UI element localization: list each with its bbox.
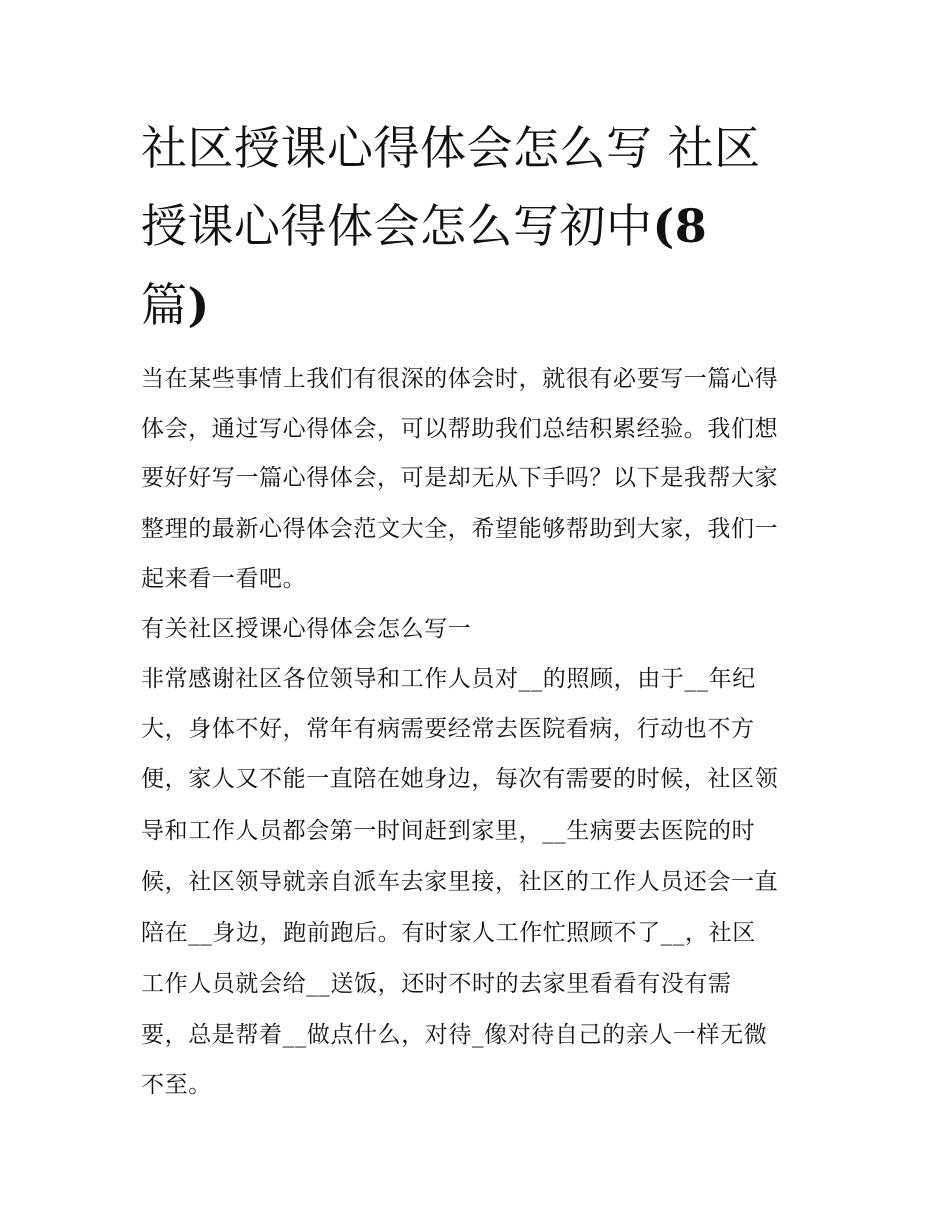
title-text-1: 社区授课心得体会怎么写 社区 (141, 121, 761, 175)
intro-line-1: 当在某些事情上我们有很深的体会时，就很有必要写一篇心得 (141, 366, 779, 392)
title-count-open: (8 (652, 199, 708, 253)
intro-line-3: 要好好写一篇心得体会，可是却无从下手吗？以下是我帮大家 (141, 465, 779, 491)
document-title-line-3 (141, 277, 210, 333)
section-line-1: 非常感谢社区各位领导和工作人员对__的照顾，由于__年纪 (141, 666, 756, 692)
document-title-line-2 (141, 198, 707, 254)
section-line-4: 导和工作人员都会第一时间赶到家里，__生病要去医院的时 (141, 818, 756, 844)
section-line-2: 大，身体不好，常年有病需要经常去医院看病，行动也不方 (141, 716, 755, 742)
intro-line-4: 整理的最新心得体会范文大全，希望能够帮助到大家，我们一 (141, 516, 779, 542)
title-text-2: 授课心得体会怎么写初中 (141, 199, 653, 253)
title-count-close: ) (187, 278, 210, 332)
title-text-3: 篇 (141, 278, 188, 332)
intro-line-5: 起来看一看吧。 (141, 566, 307, 592)
document-title-line-1 (141, 120, 761, 176)
section-line-3: 便，家人又不能一直陪在她身边，每次有需要的时候，社区领 (141, 766, 779, 792)
intro-line-2: 体会，通过写心得体会，可以帮助我们总结积累经验。我们想 (141, 416, 779, 442)
section-line-9: 不至。 (141, 1072, 212, 1098)
section-line-6: 陪在__身边，跑前跑后。有时家人工作忙照顾不了__，社区 (141, 920, 756, 946)
section-line-5: 候，社区领导就亲自派车去家里接，社区的工作人员还会一直 (141, 869, 779, 895)
section-heading: 有关社区授课心得体会怎么写一 (141, 616, 472, 642)
section-line-8: 要，总是帮着__做点什么，对待_像对待自己的亲人一样无微 (141, 1022, 768, 1048)
section-line-7: 工作人员就会给__送饭，还时不时的去家里看看有没有需 (141, 971, 732, 997)
